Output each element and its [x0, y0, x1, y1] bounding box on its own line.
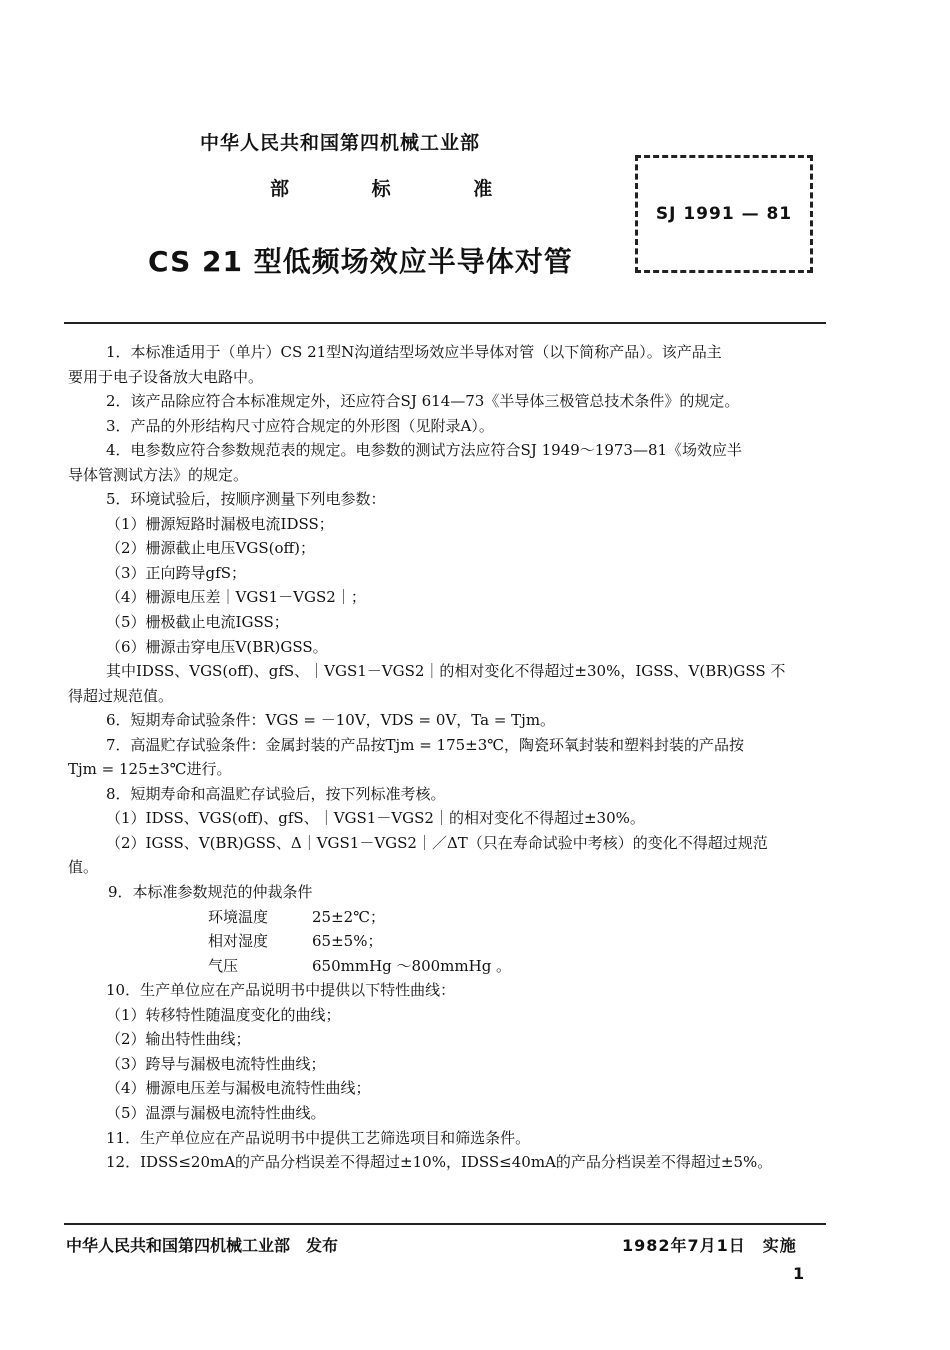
page-title: CS 21 型低频场效应半导体对管	[148, 245, 573, 278]
clause-9: 9．本标准参数规范的仲裁条件	[108, 883, 313, 902]
clause-10-item-5: （5）温漂与漏极电流特性曲线。	[106, 1103, 326, 1122]
clause-7-line-2: Tjm = 125±3℃进行。	[68, 760, 232, 779]
clause-4-line-2: 导体管测试方法》的规定。	[68, 465, 249, 484]
clause-5-item-2: （2）栅源截止电压VGS(off)；	[106, 539, 316, 558]
clause-5-item-6: （6）栅源击穿电压V(BR)GSS。	[106, 637, 328, 656]
clause-10-item-1: （1）转移特性随温度变化的曲线；	[106, 1005, 341, 1024]
clause-2: 2．该产品除应符合本标准规定外，还应符合SJ 614—73《半导体三极管总技术条件》的规定。	[106, 392, 740, 411]
clause-10-item-2: （2）输出特性曲线；	[106, 1030, 251, 1049]
clause-11: 11．生产单位应在产品说明书中提供工艺筛选项目和筛选条件。	[106, 1128, 531, 1147]
effective-date: 1982年7月1日 实施	[622, 1236, 797, 1255]
footer-divider	[64, 1223, 826, 1225]
condition-value: 25±2℃；	[312, 907, 385, 926]
standard-code-box	[635, 155, 813, 273]
clause-12: 12．IDSS≤20mA的产品分档误差不得超过±10%，IDSS≤40mA的产品分档误差不得超过±5%。	[106, 1153, 773, 1172]
clause-10-item-4: （4）栅源电压差与漏极电流特性曲线；	[106, 1079, 371, 1098]
condition-value: 650mmHg ～800mmHg 。	[312, 956, 512, 975]
clause-1-line-2: 要用于电子设备放大电路中。	[68, 367, 264, 386]
condition-humidity	[68, 929, 830, 954]
clause-3: 3．产品的外形结构尺寸应符合规定的外形图（见附录A）。	[106, 416, 494, 435]
clause-5-note-line-2: 得超过规范值。	[68, 686, 174, 705]
condition-temperature	[68, 905, 830, 930]
publisher-line: 中华人民共和国第四机械工业部 发布	[66, 1236, 339, 1255]
condition-value: 65±5%；	[312, 932, 383, 951]
clause-10-item-3: （3）跨导与漏极电流特性曲线；	[106, 1054, 326, 1073]
document-body	[68, 340, 830, 1175]
page-number: 1	[793, 1264, 805, 1283]
clause-4-line-1: 4．电参数应符合参数规范表的规定。电参数的测试方法应符合SJ 1949～1973—81《场效应半	[106, 441, 743, 460]
condition-label: 气压	[208, 956, 239, 975]
clause-7-line-1: 7．高温贮存试验条件：金属封装的产品按Tjm = 175±3℃，陶瓷环氧封装和塑料封装的产品按	[106, 735, 745, 754]
clause-8: 8．短期寿命和高温贮存试验后，按下列标准考核。	[106, 784, 446, 803]
standard-type: 部 标 准	[270, 178, 531, 200]
condition-label: 环境温度	[208, 907, 269, 926]
clause-5-item-1: （1）栅源短路时漏极电流IDSS；	[106, 514, 334, 533]
clause-6: 6．短期寿命试验条件：VGS = －10V，VDS = 0V，Ta = Tjm。	[106, 711, 556, 730]
clause-8-item-1: （1）IDSS、VGS(off)、gfS、｜VGS1－VGS2｜的相对变化不得超过±30%。	[106, 809, 645, 828]
clause-5-item-4: （4）栅源电压差｜VGS1－VGS2｜；	[106, 588, 366, 607]
clause-5: 5．环境试验后，按顺序测量下列电参数：	[106, 490, 386, 509]
issuing-ministry: 中华人民共和国第四机械工业部	[200, 132, 481, 154]
clause-10: 10．生产单位应在产品说明书中提供以下特性曲线：	[106, 981, 456, 1000]
condition-pressure	[68, 954, 830, 979]
clause-8-item-2-line-2: 值。	[68, 858, 99, 877]
clause-5-item-5: （5）栅极截止电流IGSS；	[106, 613, 289, 632]
header-divider	[64, 322, 826, 324]
condition-label: 相对湿度	[208, 932, 269, 951]
clause-8-item-2-line-1: （2）IGSS、V(BR)GSS、Δ｜VGS1－VGS2｜／ΔT（只在寿命试验中考核）的变化不得超过规范	[106, 833, 768, 852]
clause-5-item-3: （3）正向跨导gfS；	[106, 563, 246, 582]
clause-5-note-line-1: 其中IDSS、VGS(off)、gfS、｜VGS1－VGS2｜的相对变化不得超过±30%，IGSS、V(BR)GSS 不	[106, 662, 786, 681]
standard-code: SJ 1991 — 81	[655, 204, 793, 224]
clause-1-line-1: 1．本标准适用于（单片）CS 21型N沟道结型场效应半导体对管（以下简称产品）。该产品主	[106, 343, 722, 361]
